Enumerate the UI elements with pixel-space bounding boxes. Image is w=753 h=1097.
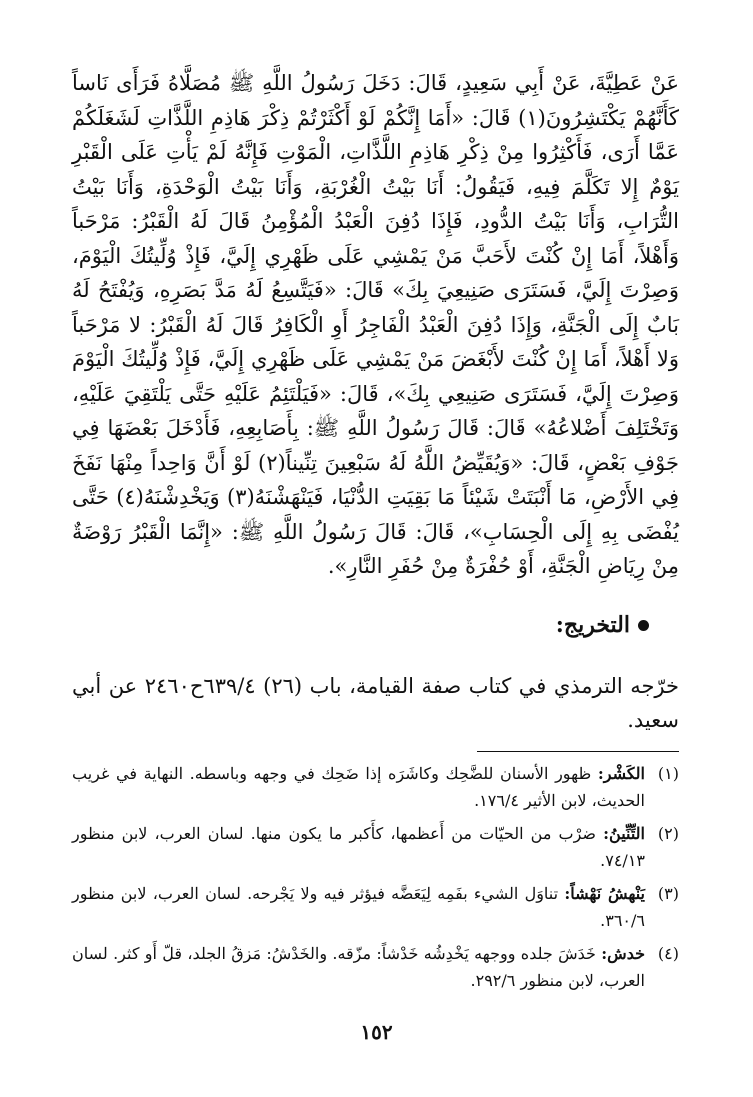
takhrij-heading-label: التخريج:: [555, 612, 630, 638]
footnote-text: تناوَل الشيء بفَمِه لِيَعَضَّه فيؤثر فيه ولا يَجْرحه. لسان العرب، لابن منظور ٣٦٠/٦.: [72, 884, 645, 930]
footnote-text: ظهور الأسنان للضَّحِك وكاشَرَه إذا ضَحِك في وجهه وباسطه. النهاية في غريب الحديث، لابن الأثير ١٧٦/٤.: [72, 764, 645, 810]
footnote-number: (٤): [657, 944, 679, 963]
page-number: ١٥٢: [360, 1020, 393, 1044]
footnote: [72, 940, 679, 994]
footnote-body: [72, 820, 645, 874]
footnote-divider: [477, 751, 679, 752]
footnote: [72, 820, 679, 874]
footnote: [72, 880, 679, 934]
footnote: [72, 760, 679, 814]
footnote-term: خدش:: [601, 944, 645, 963]
footnote-term: يَنْهشُ نَهْشاً:: [564, 884, 646, 903]
footnote-term: التِّنِّينُ:: [603, 824, 645, 843]
footnote-text: ضرْب من الحيّات من أَعظمها، كأَكبر ما يكون منها. لسان العرب، لابن منظور ٧٤/١٣.: [72, 824, 645, 870]
footnote-body: [72, 880, 645, 934]
takhrij-text: خرّجه الترمذي في كتاب صفة القيامة، باب (٢٦) ٦٣٩/٤ح٢٤٦٠ عن أبي سعيد.: [72, 674, 679, 732]
hadith-paragraph: عَنْ عَطِيَّةَ، عَنْ أَبِي سَعِيدٍ، قَالَ: دَخَلَ رَسُولُ اللَّهِ ﷺ مُصَلَّاهُ فَرَأَى نَاساً كَأَنَّهُمْ يَكْتَشِرُونَ(١) قَالَ: «أَمَا إِنَّكُمْ لَوْ أَكْثَرْتُمْ ذِكْرَ هَاذِمِ اللَّذَّاتِ لَشَغَلَكُمْ عَمَّا أَرَى، فَأَكْثِرُوا مِنْ ذِكْرِ هَاذِمِ اللَّذَّاتِ، الْمَوْتِ فَإِنَّهُ لَمْ يَأْتِ عَلَى الْقَبْرِ يَوْمٌ إِلا تَكَلَّمَ فِيهِ، فَيَقُولُ: أَنَا بَيْتُ الْغُرْبَةِ، وَأَنَا بَيْتُ الْوَحْدَةِ، وَأَنَا بَيْتُ التُّرَابِ، وَأَنَا بَيْتُ الدُّودِ، فَإِذَا دُفِنَ الْعَبْدُ الْمُؤْمِنُ قَالَ لَهُ الْقَبْرُ: مَرْحَباً وَأَهْلاً، أَمَا إِنْ كُنْتَ لأَحَبَّ مَنْ يَمْشِي عَلَى ظَهْرِي إِلَيَّ، فَإِذْ وُلِّيتُكَ الْيَوْمَ، وَصِرْتَ إِلَيَّ، فَسَتَرَى صَنِيعِيَ بِكَ» قَالَ: «فَيَتَّسِعُ لَهُ مَدَّ بَصَرِهِ، وَيُفْتَحُ لَهُ بَابٌ إِلَى الْجَنَّةِ، وَإِذَا دُفِنَ الْعَبْدُ الْفَاجِرُ أَوِ الْكَافِرُ قَالَ لَهُ الْقَبْرُ: لا مَرْحَباً وَلا أَهْلاً، أَمَا إِنْ كُنْتَ لأَبْغَضَ مَنْ يَمْشِي عَلَى ظَهْرِي إِلَيَّ، فَإِذْ وُلِّيتُكَ الْيَوْمَ وَصِرْتَ إِلَيَّ، فَسَتَرَى صَنِيعِي بِكَ»، قَالَ: «فَيَلْتَئِمُ عَلَيْهِ حَتَّى يَلْتَقِيَ عَلَيْهِ، وَتَخْتَلِفَ أَضْلاعُهُ» قَالَ: قَالَ رَسُولُ اللَّهِ ﷺ: بِأَصَابِعِهِ، فَأَدْخَلَ بَعْضَهَا فِي جَوْفِ بَعْضٍ، قَالَ: «وَيُقَيِّضُ اللَّهُ لَهُ سَبْعِينَ تِنِّيناً(٢) لَوْ أَنَّ وَاحِداً مِنْهَا نَفَخَ فِي الأَرْضِ، مَا أَنْبَتَتْ شَيْئاً مَا بَقِيَتِ الدُّنْيَا، فَيَنْهَشْنَهُ(٣) وَيَخْدِشْنَهُ(٤) حَتَّى يُفْضَى بِهِ إِلَى الْحِسَابِ»، قَالَ: قَالَ رَسُولُ اللَّهِ ﷺ: «إِنَّمَا الْقَبْرُ رَوْضَةٌ مِنْ رِيَاضِ الْجَنَّةِ، أَوْ حُفْرَةٌ مِنْ حُفَرِ النَّارِ».: [72, 71, 679, 578]
footnote-body: [72, 760, 645, 814]
footnotes: [72, 760, 679, 1000]
footnote-number: (١): [657, 764, 679, 783]
footnote-text: خَدَشَ جلده ووجهه يَخْدِشُه خَدْشاً: مزّقه. والخَدْشُ: مَزقُ الجلد، قلّ أَو كثر. لسان العرب، لابن منظور ٢٩٢/٦.: [72, 944, 645, 990]
takhrij-heading: [556, 612, 649, 638]
bullet-icon: [638, 620, 649, 631]
footnote-number: (٣): [657, 884, 679, 903]
footnote-body: [72, 940, 645, 994]
footnote-term: الكَشْر:: [597, 764, 645, 783]
footnote-number: (٢): [657, 824, 679, 843]
hadith-text: [72, 66, 679, 584]
